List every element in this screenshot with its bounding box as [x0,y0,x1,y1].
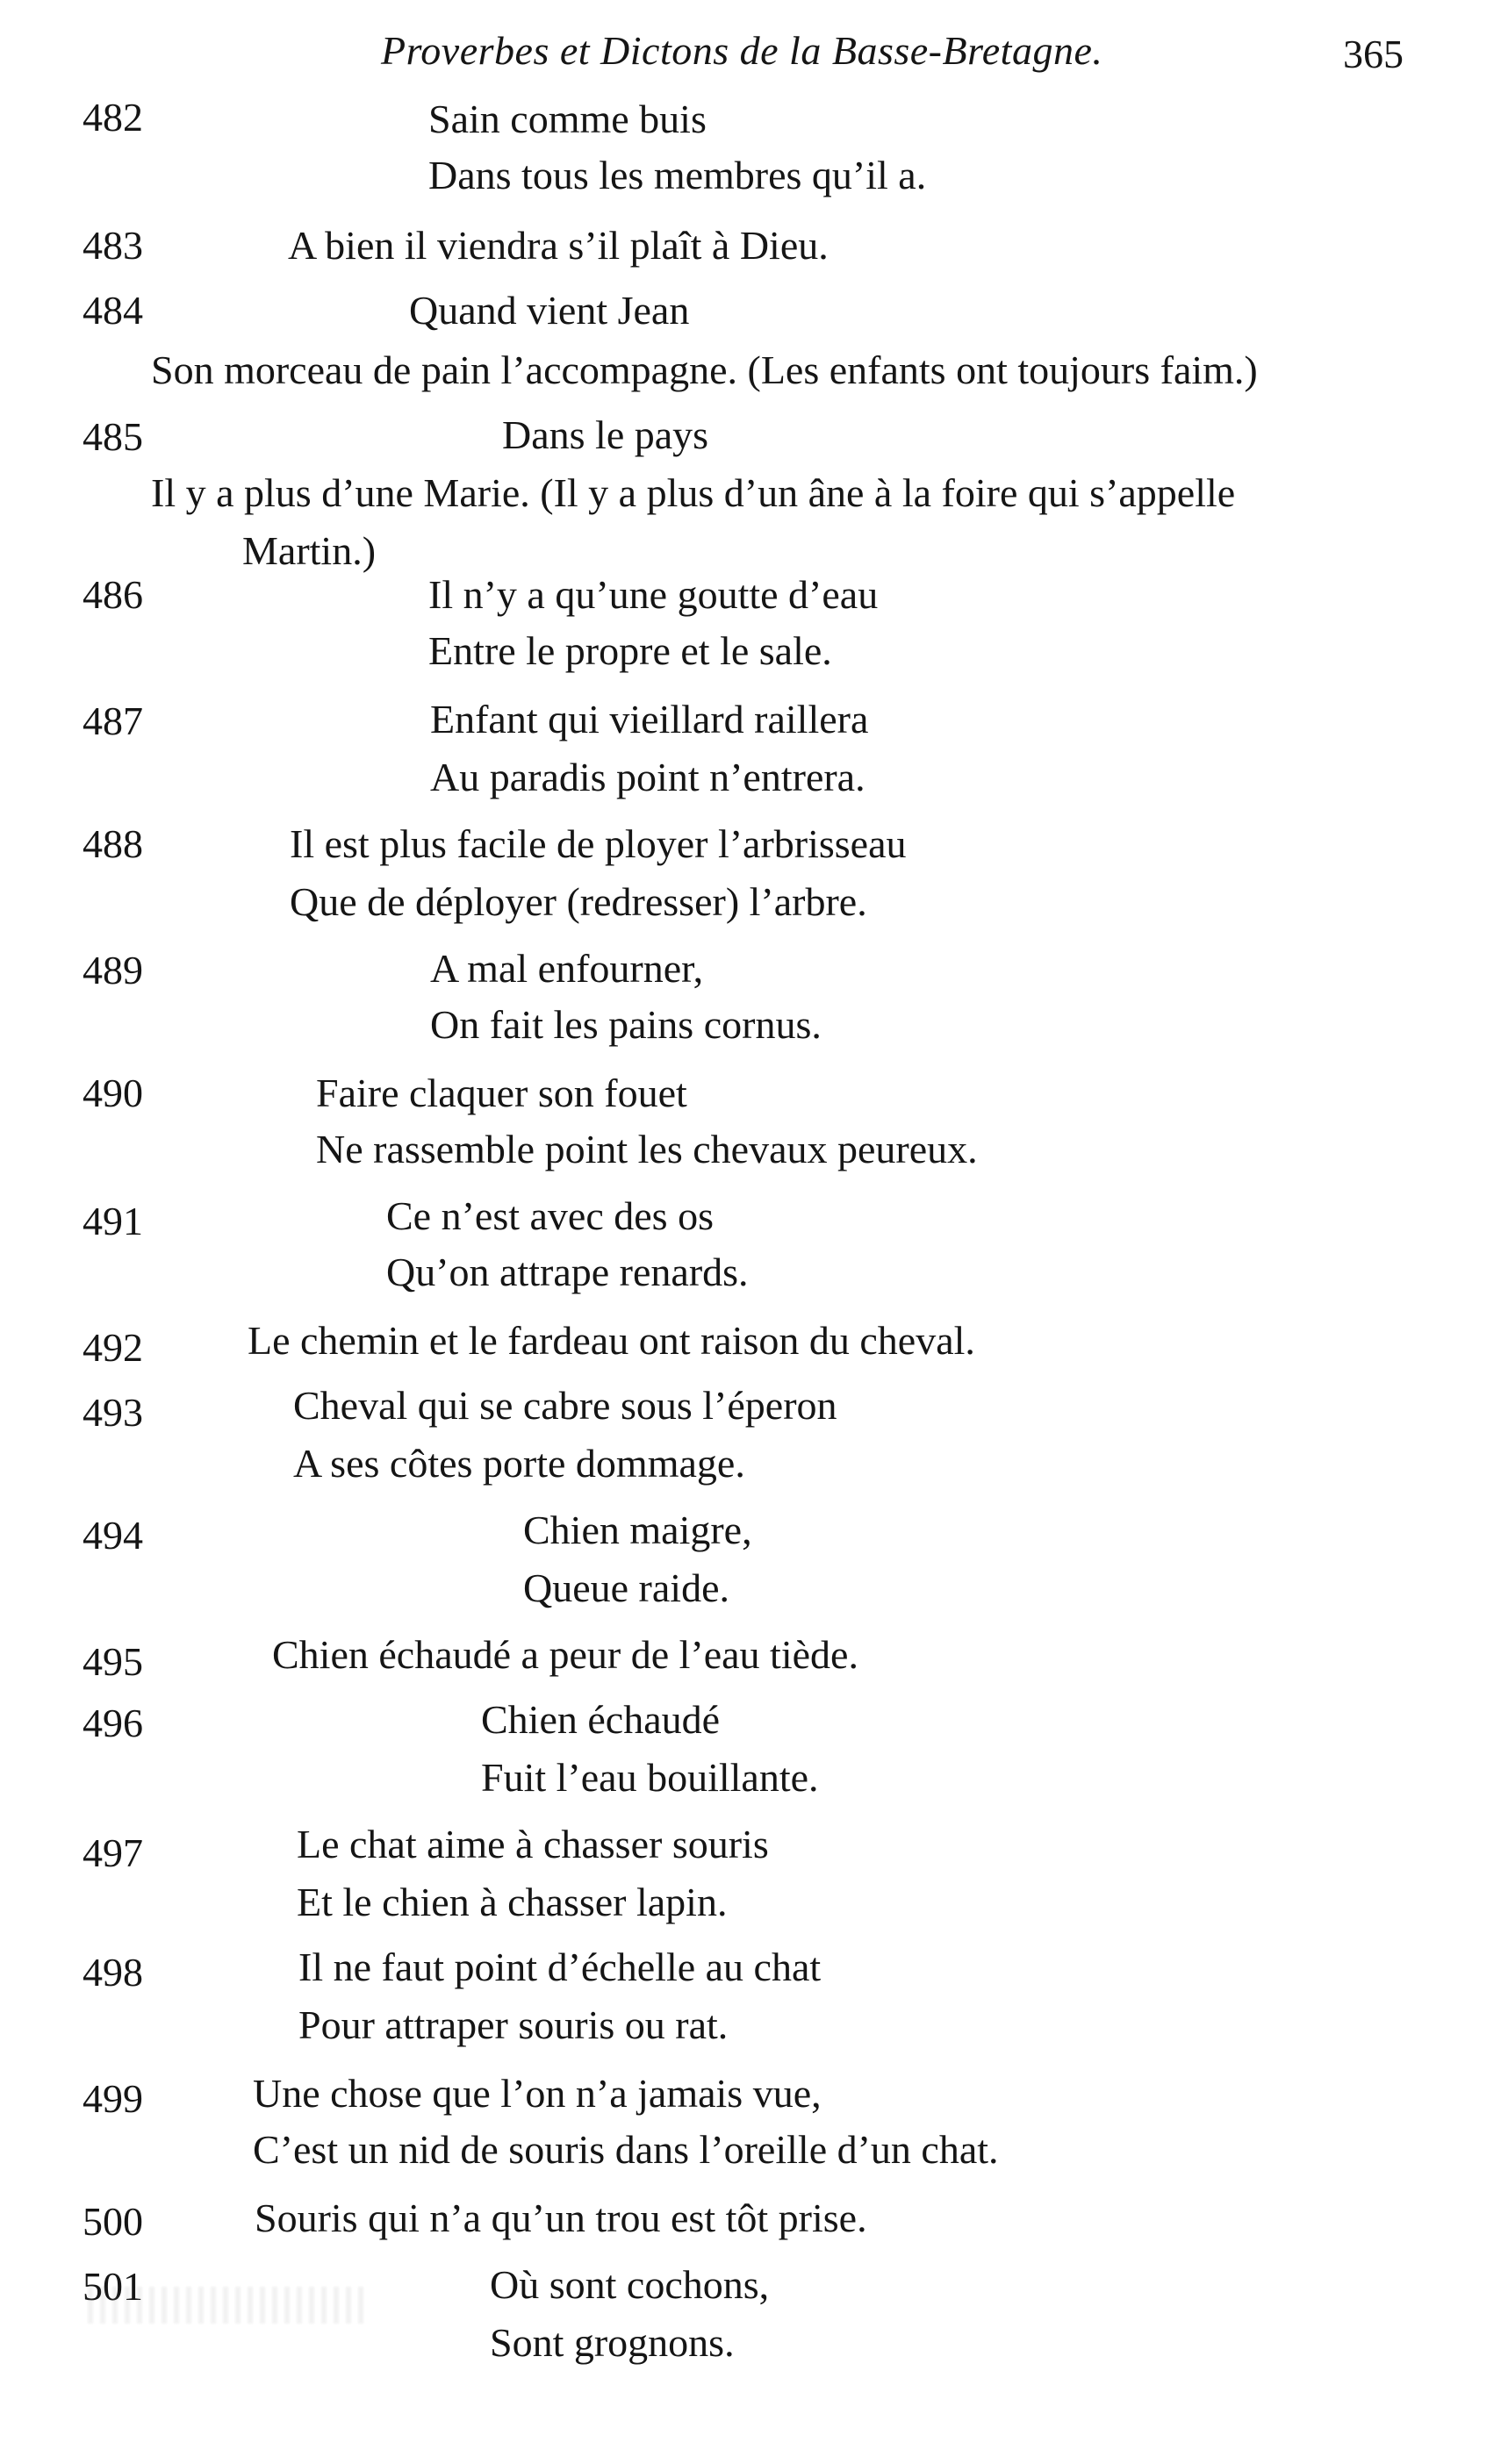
proverb-line: Enfant qui vieillard raillera [430,697,869,741]
proverb-number: 491 [83,1199,143,1243]
proverb-line: Quand vient Jean [409,288,690,333]
page-number: 365 [1343,32,1404,76]
proverb-number: 490 [83,1071,143,1115]
proverb-line: Que de déployer (redresser) l’arbre. [290,879,867,924]
proverb-number: 497 [83,1830,143,1875]
proverb-number: 484 [83,288,143,333]
proverb-line: C’est un nid de souris dans l’oreille d’un chat. [253,2127,999,2172]
proverb-line: Une chose que l’on n’a jamais vue, [253,2071,822,2116]
proverb-line: Cheval qui se cabre sous l’éperon [293,1383,837,1428]
proverb-line: Où sont cochons, [490,2262,770,2307]
proverb-line: Queue raide. [523,1565,729,1610]
proverb-number: 501 [83,2264,143,2309]
proverb-number: 486 [83,572,143,617]
proverb-number: 500 [83,2199,143,2244]
print-bleed-smudge [88,2287,369,2324]
proverb-line: Dans le pays [502,412,709,457]
proverb-line: Et le chien à chasser lapin. [297,1880,728,1924]
proverb-number: 498 [83,1950,143,1995]
proverb-line: Son morceau de pain l’accompagne. (Les enfants ont toujours faim.) [151,347,1258,392]
proverb-line: A ses côtes porte dommage. [293,1441,745,1486]
proverb-line: Chien maigre, [523,1508,752,1552]
proverb-line: Au paradis point n’entrera. [430,755,865,799]
proverb-line: Sont grognons. [490,2320,735,2365]
proverb-number: 495 [83,1639,143,1684]
running-header-title: Proverbes et Dictons de la Basse-Bretagne. [381,28,1103,73]
proverb-line: Il n’y a qu’une goutte d’eau [428,572,879,617]
proverb-number: 494 [83,1513,143,1558]
proverb-line: On fait les pains cornus. [430,1002,822,1047]
proverb-line: A bien il viendra s’il plaît à Dieu. [288,223,829,268]
proverb-line: Souris qui n’a qu’un trou est tôt prise. [255,2195,867,2240]
proverb-number: 483 [83,223,143,268]
proverb-line: Chien échaudé [481,1697,721,1742]
proverb-line: Faire claquer son fouet [316,1071,687,1115]
proverb-number: 499 [83,2076,143,2121]
proverb-line: Sain comme buis [428,97,707,141]
proverb-line: Il est plus facile de ployer l’arbrisseau [290,821,907,866]
proverb-line: Dans tous les membres qu’il a. [428,153,927,197]
proverb-number: 496 [83,1701,143,1745]
proverb-line: Le chat aime à chasser souris [297,1822,769,1866]
proverb-line: Pour attraper souris ou rat. [298,2002,729,2047]
proverb-line: Entre le propre et le sale. [428,628,832,673]
proverb-number: 489 [83,948,143,992]
proverb-line: A mal enfourner, [430,946,704,991]
proverb-line: Martin.) [242,528,377,573]
proverb-line: Chien échaudé a peur de l’eau tiède. [272,1632,858,1677]
proverb-line: Le chemin et le fardeau ont raison du cheval. [248,1318,975,1363]
proverb-number: 493 [83,1390,143,1435]
proverb-line: Ne rassemble point les chevaux peureux. [316,1127,978,1171]
proverb-line: Ce n’est avec des os [386,1193,714,1238]
proverb-line: Il ne faut point d’échelle au chat [298,1945,822,1989]
proverb-line: Il y a plus d’une Marie. (Il y a plus d’un âne à la foire qui s’appelle [151,470,1236,515]
proverb-number: 492 [83,1325,143,1370]
proverb-line: Fuit l’eau bouillante. [481,1755,819,1800]
proverb-number: 485 [83,414,143,459]
proverb-number: 487 [83,698,143,743]
proverb-number: 482 [83,95,143,140]
proverb-number: 488 [83,821,143,866]
proverb-line: Qu’on attrape renards. [386,1250,749,1294]
